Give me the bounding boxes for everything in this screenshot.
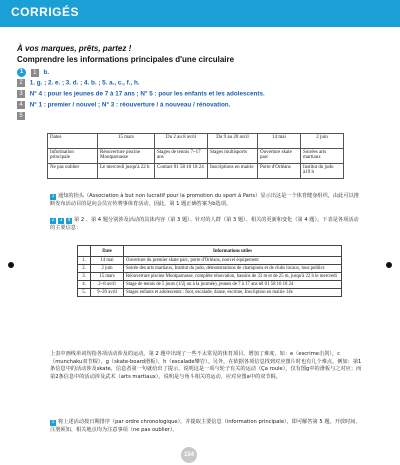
table-header-cell <box>78 246 91 257</box>
table-cell: Stage de tennis de 5 jours (1/2j ou à la journée), jeunes de 7 à 17 ans tél 01 58 10 18 24 <box>124 281 342 289</box>
table-row <box>78 289 342 297</box>
paragraph-marker: 4 <box>67 218 71 223</box>
paragraph-marker: 2 <box>51 218 55 223</box>
table-cell: Stages enfants et adolescents : foot, escalade, danse, escrime, Inscription en mairie 14e <box>124 289 342 297</box>
question-marker: 3 <box>17 90 25 98</box>
paragraph-marker: 5 <box>51 420 55 425</box>
table-header-cell: Date <box>91 246 124 257</box>
explanation-paragraph-3 <box>50 351 362 381</box>
table-cell: 15 mars <box>91 273 124 281</box>
table-cell: Réouverture piscine Montparnasse, complète rénovation, bassins de 33 m et de 25 m, jusqu'à 22 h le mercredi <box>124 273 342 281</box>
table-cell: Ne pas oublier <box>48 164 98 179</box>
answer-text: N° 4 : pour les jeunes de 7 à 17 ans ; N° 5 : pour les enfants et les adolescents. <box>29 90 265 98</box>
info-table <box>47 133 344 179</box>
table-cell: 2 juin <box>301 134 344 149</box>
question-marker: 5 <box>17 112 25 120</box>
table-header-row <box>78 246 342 257</box>
answer-text: 1. g. ; 2. e. ; 3. d. ; 4. b. ; 5. a., c., f., h. <box>29 79 140 87</box>
paragraph-text: 通知的抬头（Association à but non lucratif pour la promotion du sport à Paris）显示出这是一个体育健身组织，由此可以推断发布活动目的是向会员宣传赛事体育活动。因此，第 1 题正确答案为b选项。 <box>50 193 359 207</box>
table-cell: Le mercredi jusqu'à 22 h <box>98 164 155 179</box>
table-cell: 15 mars <box>98 134 155 149</box>
table-cell: Ouverture skate parc <box>258 149 301 164</box>
table-cell: Stages de tennis 7~17 ans <box>155 149 208 164</box>
explanation-paragraph-4 <box>50 419 362 434</box>
table-cell: 3. <box>78 273 91 281</box>
section-title: À vos marques, prêts, partez ! <box>17 44 132 53</box>
paragraph-text: 将上述活动按日期排序（par ordre chronologique），并提取主要信息（information principale），即可解答第 5 题。开放时间、注册须知、相关地点均为注意事项（ne pas oublier）。 <box>50 419 361 433</box>
explanation-paragraph-2 <box>50 217 362 232</box>
table-cell: 1. <box>78 257 91 265</box>
answer-line-5 <box>17 112 28 120</box>
table-header-cell: Informations utiles <box>124 246 342 257</box>
table-row <box>48 134 344 149</box>
answer-line-1 <box>17 68 49 77</box>
answer-line-2 <box>17 79 140 87</box>
table-cell: Du 9 au 20 avril <box>208 134 258 149</box>
table-cell: 2 juin <box>91 265 124 273</box>
table-cell: Porte d'Orléans <box>258 164 301 179</box>
binder-hole-icon <box>8 262 14 268</box>
table-cell: Dates <box>48 134 98 149</box>
table-row <box>48 164 344 179</box>
table-row <box>48 149 344 164</box>
table-cell: Du 2 au 8 avril <box>155 134 208 149</box>
table-row <box>78 281 342 289</box>
table-cell: 2~8 avril <box>91 281 124 289</box>
paragraph-text: 上表中画线单词均指各项活动涉及的运动。第 2 题中出现了一些不太常见的体育项目，增加了难度，如：e（escrime击剑），c（munchaku双节棍），g（skate-board滑板），h（escalade攀岩）。另外，在依据各项信息找到对应图片时也有几个难点，例如：第1条信息中的活动涉及skate，信息者第一句就给出了提示，说明这是一项与轮子有关的运动（Ça roule），仅有图g中的滑板与之对应；而第2条信息中的活动涉及武术（arts martiaux），说明是与角斗相关的运动，应对应图a中的双节棍。 <box>50 351 362 380</box>
table-cell: 9~20 avril <box>91 289 124 297</box>
table-row <box>78 257 342 265</box>
question-marker: 1 <box>31 69 39 77</box>
header-title: CORRIGÉS <box>11 5 80 19</box>
question-marker: 2 <box>17 79 25 87</box>
table-cell: Contact 01 58 10 18 24 <box>155 164 208 179</box>
question-marker: 4 <box>17 101 25 109</box>
paragraph-marker: 1 <box>51 194 55 199</box>
table-row <box>78 265 342 273</box>
table-cell: Information principale <box>48 149 98 164</box>
table-cell: Inscriptions en mairie <box>208 164 258 179</box>
section-subtitle: Comprendre les informations principales d'une circulaire <box>17 55 235 64</box>
exercise-number-badge: 1 <box>17 68 26 77</box>
table-cell: Soirées arts martiaux <box>301 149 344 164</box>
table-cell: Ouverture du premier skate parc, porte d'Orléans, nouvel équipement <box>124 257 342 265</box>
table-cell: 4. <box>78 281 91 289</box>
header-bar <box>0 0 400 27</box>
answer-text: b. <box>43 69 50 77</box>
table-cell: Stages multisports <box>208 149 258 164</box>
answer-line-3 <box>17 90 265 98</box>
table-cell: Soirée des arts martiaux, Institut du judo, démonstrations de champions et de clubs locaux, tous publics <box>124 265 342 273</box>
table-cell: Réouverture piscine Montparnasse <box>98 149 155 164</box>
binder-hole-icon <box>386 262 392 268</box>
table-cell: Institut du judo à19 h <box>301 164 344 179</box>
table-row <box>78 273 342 281</box>
paragraph-marker: 3 <box>59 218 63 223</box>
table-cell: 5. <box>78 289 91 297</box>
explanation-paragraph-1 <box>50 193 362 208</box>
answer-text: N° 1 : premier / nouvel ; N° 3 : réouverture / à nouveau / rénovation. <box>29 101 231 109</box>
table-cell: 14 mai <box>91 257 124 265</box>
page-number: 154 <box>181 447 197 463</box>
answer-line-4 <box>17 101 230 109</box>
activity-table <box>77 245 342 297</box>
table-cell: 2. <box>78 265 91 273</box>
paragraph-text: 第 2 、第 4 题分别涉及活动的具体内容（第 3 题）、针对的人群（第 3 题）、相关的更新和变化（第 4 题）。下表是各项活动的主要信息： <box>50 217 359 231</box>
table-cell: 14 mai <box>258 134 301 149</box>
